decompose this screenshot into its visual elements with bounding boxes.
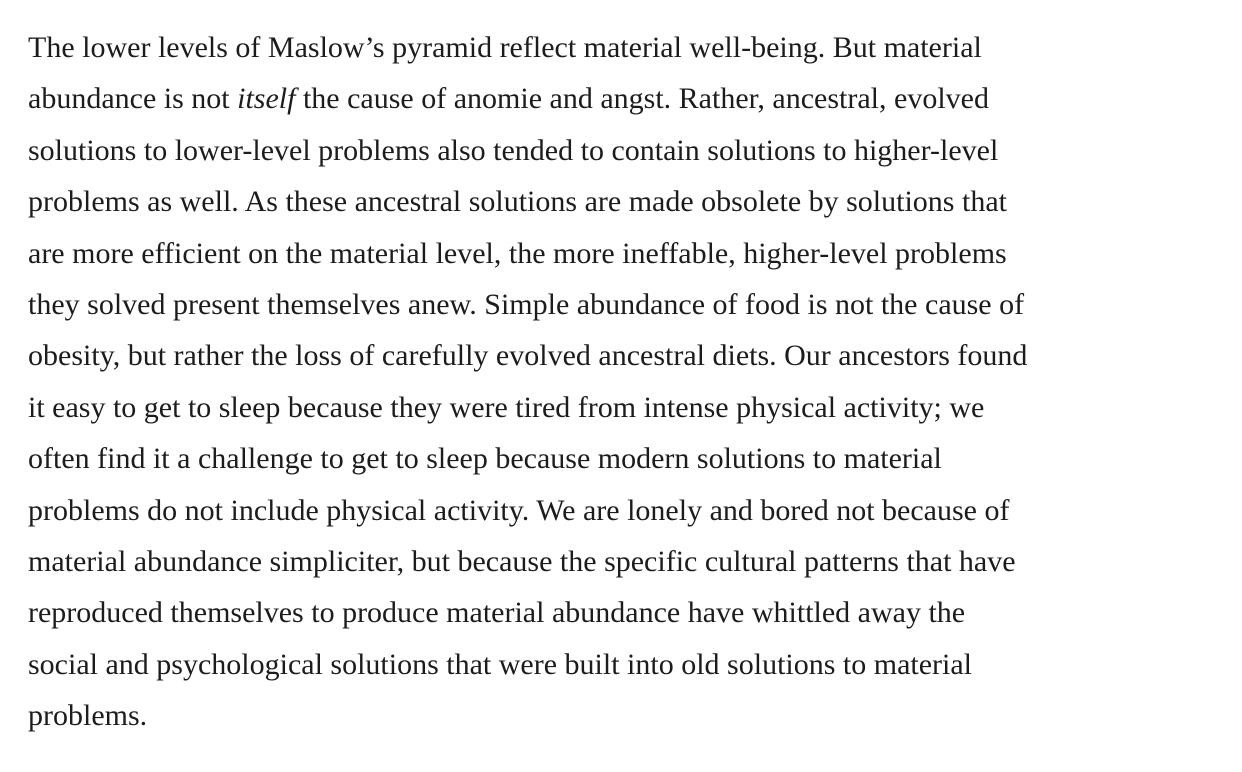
text-line-8: it easy to get to sleep because they were tired from intense physical activity; we xyxy=(28,390,985,424)
text-line-3: solutions to lower-level problems also tended to contain solutions to higher-level xyxy=(28,133,999,167)
text-line-7: obesity, but rather the loss of carefully evolved ancestral diets. Our ancestors found xyxy=(28,339,1028,373)
text-line-12: reproduced themselves to produce material abundance have whittled away the xyxy=(28,596,966,630)
text-line-10: problems do not include physical activity. We are lonely and bored not because of xyxy=(28,493,1010,527)
text-line-11: material abundance simpliciter, but because the specific cultural patterns that have xyxy=(28,545,1016,579)
text-line-5: are more efficient on the material level, the more ineffable, higher-level problems xyxy=(28,236,1007,270)
text-line-14: problems. xyxy=(28,699,148,733)
body-paragraph xyxy=(28,22,1228,742)
text-line-9: often find it a challenge to get to sleep because modern solutions to material xyxy=(28,442,942,476)
text-line-4: problems as well. As these ancestral solutions are made obsolete by solutions that xyxy=(28,185,1007,219)
text-line-6: they solved present themselves anew. Simple abundance of food is not the cause of xyxy=(28,288,1025,322)
text-line-13: social and psychological solutions that were built into old solutions to material xyxy=(28,647,973,681)
text-line-1: The lower levels of Maslow’s pyramid reflect material well-being. But material xyxy=(28,31,982,64)
text-line-2 xyxy=(28,73,1228,124)
emphasis-itself: itself xyxy=(237,82,296,116)
text-line-2-before: abundance is not xyxy=(28,82,238,116)
text-line-2-after: the cause of anomie and angst. Rather, ancestral, evolved xyxy=(295,82,989,116)
document-page xyxy=(28,22,1228,742)
